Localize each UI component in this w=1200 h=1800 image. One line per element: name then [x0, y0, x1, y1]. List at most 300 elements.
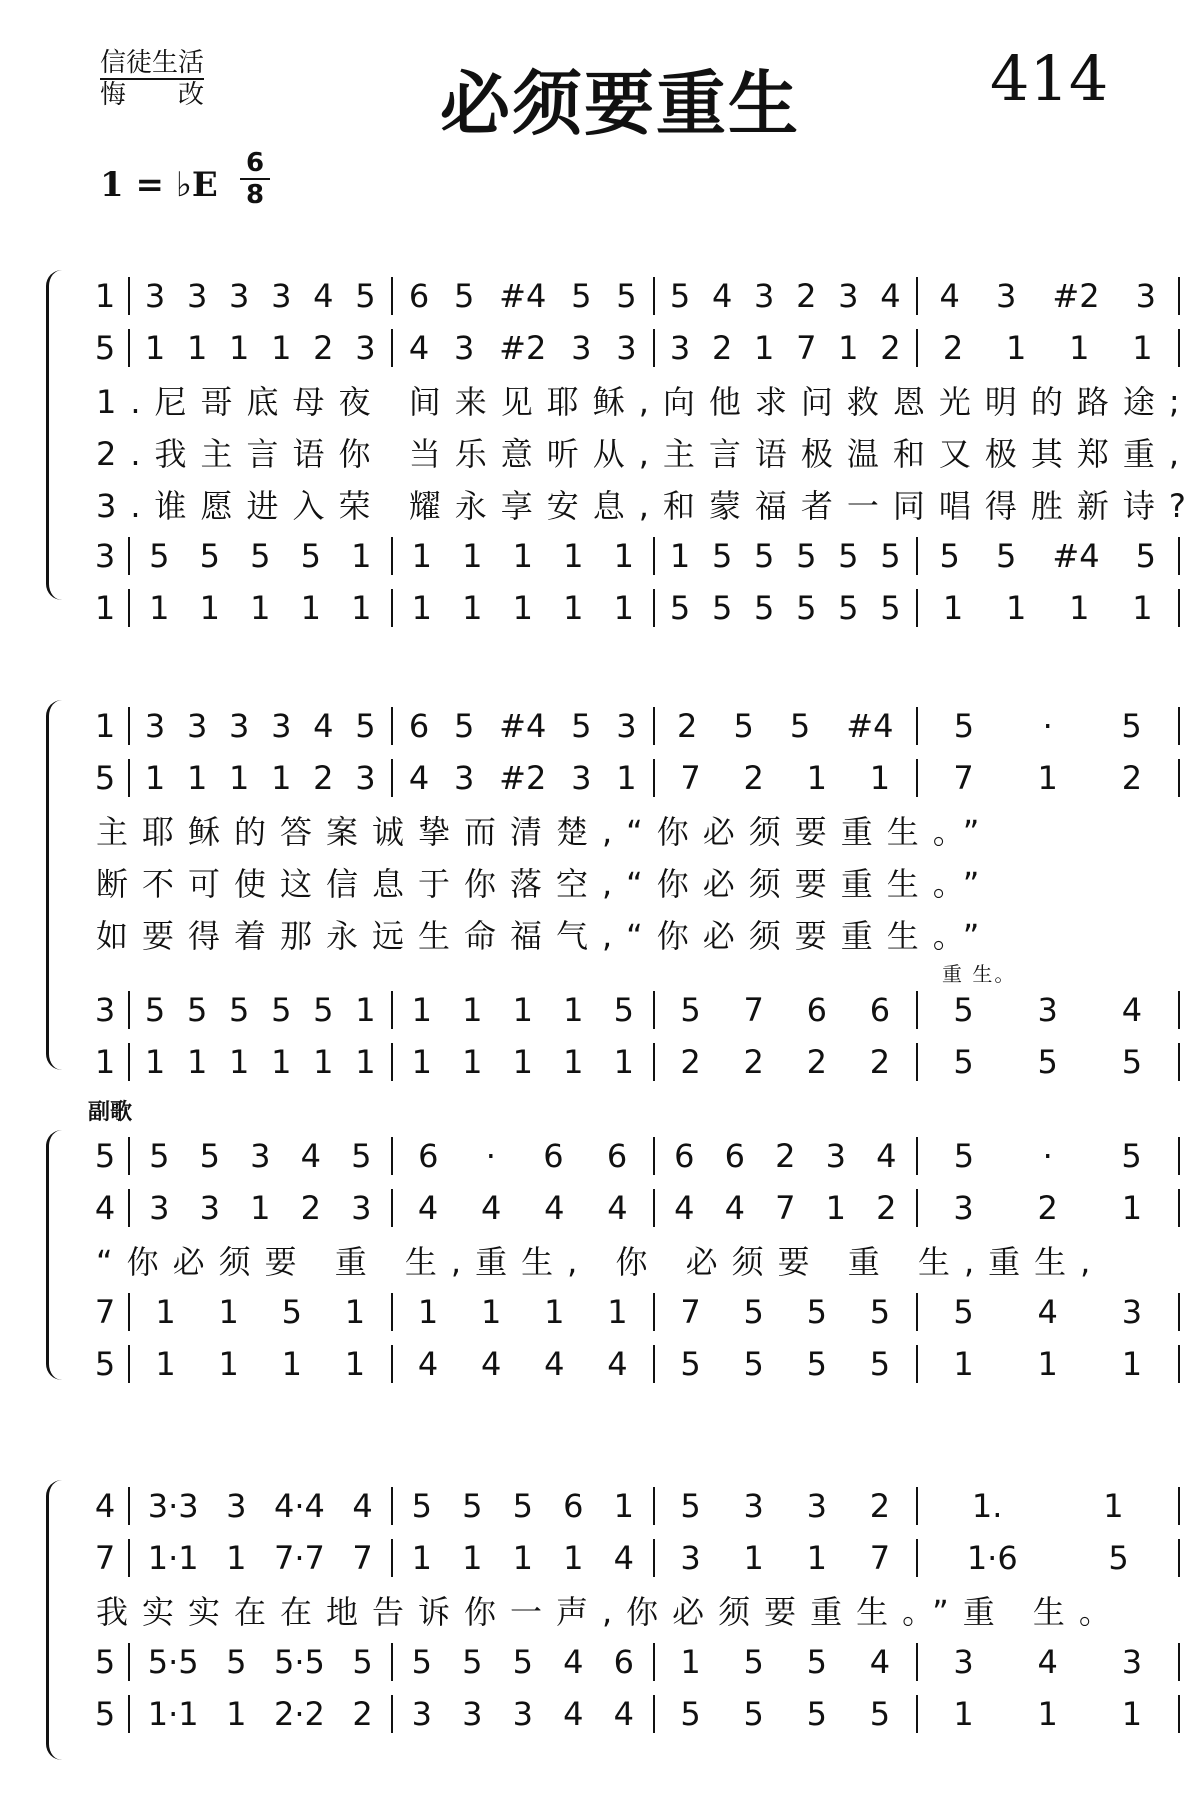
- note: 3: [355, 329, 376, 367]
- note: 1: [226, 1695, 247, 1733]
- note: 2: [775, 1137, 796, 1175]
- note: 4: [544, 1189, 565, 1227]
- note: 5: [743, 1695, 764, 1733]
- note: 5: [796, 589, 817, 627]
- note: 7: [953, 759, 974, 797]
- note: 1: [271, 1043, 292, 1081]
- meter-bottom: 8: [245, 180, 265, 210]
- score-system-1: [40, 270, 1200, 627]
- note: 3: [144, 277, 166, 315]
- alto-measure: [653, 759, 916, 797]
- note: 4: [613, 1695, 634, 1733]
- bass-measure: [653, 1345, 916, 1383]
- note: 2: [796, 277, 817, 315]
- note: 5: [869, 1293, 891, 1331]
- score-system-4: [40, 1480, 1180, 1760]
- note: 2: [313, 329, 334, 367]
- note: 5: [680, 991, 701, 1029]
- tenor-measure: [128, 1643, 391, 1681]
- note: 5: [454, 707, 475, 745]
- note: 3: [229, 707, 250, 745]
- note: 2: [300, 1189, 321, 1227]
- note: 1: [1121, 1345, 1143, 1383]
- note: 5: [616, 277, 637, 315]
- source-label: [100, 48, 204, 110]
- note: 5: [571, 707, 592, 745]
- tenor-pickup: 3: [94, 537, 116, 575]
- note: #2: [1052, 277, 1100, 315]
- note: 1: [754, 329, 775, 367]
- note: 1: [563, 589, 584, 627]
- bass-measure: [391, 1345, 654, 1383]
- note: 1: [1037, 1345, 1058, 1383]
- note: 3: [144, 707, 166, 745]
- note: 5: [1121, 1137, 1142, 1175]
- note: 7: [775, 1189, 796, 1227]
- lyric-line: 3.谁愿进入荣 耀永享安息,和蒙福者一同唱得胜新诗?: [96, 487, 1200, 525]
- soprano-measure: [653, 277, 916, 315]
- note: 4: [876, 1137, 897, 1175]
- note: 5: [199, 537, 220, 575]
- hymn-title: 必须要重生: [440, 62, 800, 145]
- note: 5: [880, 537, 901, 575]
- note: #2: [499, 329, 547, 367]
- note: 1: [942, 589, 964, 627]
- note: 5: [271, 991, 292, 1029]
- note: 4: [607, 1189, 628, 1227]
- note: 1·1: [147, 1539, 199, 1577]
- alto-measure: [128, 759, 391, 797]
- note: 1: [186, 329, 208, 367]
- note: 2: [743, 759, 764, 797]
- tenor-pickup: 3: [94, 991, 116, 1029]
- note: 7: [743, 991, 764, 1029]
- tenor-measure: [653, 537, 916, 575]
- note: 7: [680, 1293, 701, 1331]
- note: 1: [743, 1539, 764, 1577]
- note: 4: [563, 1643, 584, 1681]
- note: 5: [953, 991, 974, 1029]
- note: 2: [806, 1043, 827, 1081]
- note: 1: [411, 1539, 432, 1577]
- note: 3: [680, 1539, 701, 1577]
- note: 1: [1006, 329, 1027, 367]
- note: 3: [462, 1695, 483, 1733]
- note: 5: [880, 589, 901, 627]
- note: 2·2: [274, 1695, 325, 1733]
- note: 5: [613, 991, 634, 1029]
- lyric-small: 重 生。: [942, 961, 1017, 986]
- note: 5: [953, 1043, 974, 1081]
- bass-pickup: 1: [94, 1043, 116, 1081]
- note: 5: [300, 537, 321, 575]
- note: 5: [454, 277, 475, 315]
- note: 5: [754, 537, 775, 575]
- note: 1: [481, 1293, 502, 1331]
- tenor-pickup: 7: [94, 1293, 116, 1331]
- note: 1: [1006, 589, 1027, 627]
- note: 5: [1108, 1539, 1129, 1577]
- note: 1: [512, 589, 533, 627]
- soprano-measure: [916, 1487, 1181, 1525]
- note: 5: [711, 537, 733, 575]
- lyric-line: 1.尼哥底母夜 间来见耶稣,向他求问救恩光明的路途;: [96, 383, 1194, 421]
- alto-measure: [128, 1189, 391, 1227]
- note: 1: [199, 589, 220, 627]
- tenor-pickup: 5: [94, 1643, 116, 1681]
- note: 1.: [971, 1487, 1003, 1525]
- note: 1: [613, 537, 634, 575]
- lyric-line: 如要得着那永远生命福气,“你必须要重生。”: [96, 917, 994, 955]
- note: #2: [499, 759, 547, 797]
- note: 1: [613, 1043, 634, 1081]
- note: 5: [462, 1487, 483, 1525]
- alto-measure: [391, 759, 654, 797]
- note: 4: [674, 1189, 695, 1227]
- bass-measure: [391, 1695, 654, 1733]
- note: 4: [408, 329, 430, 367]
- note: 6: [806, 991, 827, 1029]
- note: 1: [229, 759, 250, 797]
- note: 3: [616, 707, 637, 745]
- key-signature: 1 = ♭E: [100, 165, 218, 205]
- note: 1: [563, 1043, 584, 1081]
- note: ·: [485, 1137, 496, 1175]
- note: 1: [218, 1293, 239, 1331]
- note: 5·5: [147, 1643, 199, 1681]
- soprano-measure: [391, 277, 654, 315]
- note: 1: [411, 589, 432, 627]
- note: 1: [271, 759, 292, 797]
- note: 2: [313, 759, 334, 797]
- note: 1: [607, 1293, 628, 1331]
- note: 7: [869, 1539, 891, 1577]
- note: 1: [417, 1293, 439, 1331]
- note: 2: [1037, 1189, 1058, 1227]
- note: 5: [1135, 537, 1156, 575]
- time-signature: [240, 150, 270, 208]
- note: 1: [149, 589, 170, 627]
- note: 3: [454, 329, 475, 367]
- note: 2: [880, 329, 901, 367]
- note: 1: [344, 1293, 366, 1331]
- note: 5: [838, 537, 859, 575]
- soprano-line: [82, 1480, 1180, 1532]
- soprano-measure: [916, 1137, 1181, 1175]
- note: 6: [563, 1487, 584, 1525]
- soprano-measure: [653, 1137, 916, 1175]
- system-brace: [46, 1480, 71, 1760]
- note: 6: [724, 1137, 745, 1175]
- note: 1: [838, 329, 859, 367]
- note: 3: [743, 1487, 764, 1525]
- note: 1: [313, 1043, 334, 1081]
- note: ·: [1042, 1137, 1053, 1175]
- note: 3: [806, 1487, 827, 1525]
- note: 1: [155, 1293, 176, 1331]
- bass-measure: [653, 589, 916, 627]
- note: 1: [680, 1643, 701, 1681]
- note: 4: [880, 277, 901, 315]
- system-rows: [82, 700, 1180, 1088]
- note: 4: [408, 759, 430, 797]
- note: 5: [149, 1137, 170, 1175]
- note: 5: [754, 589, 775, 627]
- note: 3: [250, 1137, 271, 1175]
- note: 1: [462, 1539, 483, 1577]
- note: 1: [411, 991, 432, 1029]
- note: 1: [1132, 329, 1153, 367]
- note: 3: [1121, 1293, 1143, 1331]
- note: 4: [417, 1189, 439, 1227]
- note: 5: [229, 991, 250, 1029]
- tenor-measure: [916, 1293, 1181, 1331]
- note: 1: [411, 537, 432, 575]
- note: #4: [499, 277, 547, 315]
- note: 4: [313, 277, 334, 315]
- note: 1: [144, 329, 166, 367]
- note: 5: [743, 1345, 764, 1383]
- soprano-measure: [128, 707, 391, 745]
- note: 5: [995, 537, 1017, 575]
- note: 5: [939, 537, 960, 575]
- bass-pickup: 5: [94, 1345, 116, 1383]
- soprano-measure: [128, 1487, 391, 1525]
- tenor-measure: [391, 1643, 654, 1681]
- note: 2: [942, 329, 964, 367]
- note: 1: [1069, 589, 1090, 627]
- note: 6: [613, 1643, 634, 1681]
- note: 5: [743, 1643, 764, 1681]
- note: 1: [1037, 759, 1058, 797]
- note: 6: [408, 277, 430, 315]
- note: 5: [411, 1643, 432, 1681]
- alto-line: [82, 1182, 1180, 1234]
- note: 5: [796, 537, 817, 575]
- note: 3: [199, 1189, 220, 1227]
- note: 5: [1121, 1043, 1143, 1081]
- note: 4: [481, 1189, 502, 1227]
- note: 3: [953, 1189, 974, 1227]
- bass-pickup: 1: [94, 589, 116, 627]
- system-rows: [82, 270, 1200, 634]
- note: 1: [953, 1345, 974, 1383]
- note: 1: [1121, 1695, 1143, 1733]
- alto-measure: [653, 1189, 916, 1227]
- note: 3: [825, 1137, 846, 1175]
- alto-pickup: 7: [94, 1539, 116, 1577]
- note: 3: [995, 277, 1017, 315]
- note: 1: [806, 759, 827, 797]
- note: 2: [711, 329, 733, 367]
- note: 1: [462, 1043, 483, 1081]
- soprano-pickup: 4: [94, 1487, 116, 1525]
- note: 5: [669, 277, 691, 315]
- note: 5: [281, 1293, 302, 1331]
- alto-measure: [916, 1539, 1181, 1577]
- note: 7: [796, 329, 817, 367]
- note: 1: [613, 1487, 634, 1525]
- meter-top: 6: [245, 148, 265, 178]
- note: 5: [512, 1643, 533, 1681]
- note: 3: [838, 277, 859, 315]
- note: 1: [271, 329, 292, 367]
- note: 6: [869, 991, 891, 1029]
- bass-measure: [916, 1695, 1181, 1733]
- soprano-pickup: 1: [94, 707, 116, 745]
- note: 3: [186, 707, 208, 745]
- note: 4: [939, 277, 960, 315]
- note: 5: [806, 1345, 827, 1383]
- note: 5: [953, 1293, 974, 1331]
- tenor-measure: [653, 991, 916, 1029]
- note: 4·4: [274, 1487, 325, 1525]
- note: 4: [313, 707, 334, 745]
- tenor-measure: [916, 1643, 1181, 1681]
- note: 1: [226, 1539, 247, 1577]
- note: 1: [462, 991, 483, 1029]
- bass-line: [82, 1338, 1180, 1390]
- note: 4: [1037, 1293, 1058, 1331]
- soprano-line: [82, 1130, 1180, 1182]
- alto-measure: [391, 1189, 654, 1227]
- note: 1: [563, 1539, 584, 1577]
- lyric-line: 2.我主言语你 当乐意听从,主言语极温和又极其郑重,: [96, 435, 1194, 473]
- tenor-measure: [128, 537, 391, 575]
- note: 3: [571, 329, 592, 367]
- note: 3: [229, 277, 250, 315]
- note: 5: [355, 707, 376, 745]
- note: 1: [411, 1043, 432, 1081]
- soprano-measure: [128, 277, 391, 315]
- tenor-line: [82, 1636, 1180, 1688]
- note: 5: [226, 1643, 247, 1681]
- note: 6: [418, 1137, 439, 1175]
- note: 6: [674, 1137, 695, 1175]
- note: #4: [1052, 537, 1100, 575]
- note: 1: [250, 1189, 271, 1227]
- system-rows: [82, 1130, 1180, 1390]
- note: 1: [616, 759, 637, 797]
- note: 1: [144, 1043, 166, 1081]
- hymn-number: 414: [990, 42, 1109, 115]
- note: 6: [606, 1137, 628, 1175]
- note: 3: [149, 1189, 170, 1227]
- note: 4: [544, 1345, 565, 1383]
- note: 5: [743, 1293, 764, 1331]
- note: 5: [680, 1487, 701, 1525]
- score-system-3: [40, 1130, 1180, 1383]
- note: 3: [351, 1189, 372, 1227]
- bass-measure: [653, 1043, 916, 1081]
- note: 1: [512, 991, 533, 1029]
- alto-line: [82, 322, 1180, 374]
- alto-line: [82, 752, 1180, 804]
- alto-measure: [916, 329, 1181, 367]
- lyric-line: 我实实在在地告诉你一声,你必须要重生。”重 生。: [96, 1593, 1125, 1631]
- note: 5: [953, 1137, 975, 1175]
- soprano-pickup: 5: [94, 1137, 116, 1175]
- bass-measure: [128, 1345, 391, 1383]
- note: 5: [669, 589, 691, 627]
- soprano-measure: [916, 707, 1181, 745]
- alto-measure: [128, 1539, 391, 1577]
- note: 5: [144, 991, 166, 1029]
- alto-measure: [391, 329, 654, 367]
- note: 3: [186, 277, 208, 315]
- note: 3: [226, 1487, 247, 1525]
- note: 2: [869, 1043, 891, 1081]
- note: 3: [1135, 277, 1156, 315]
- note: 4: [607, 1345, 628, 1383]
- note: 4: [711, 277, 733, 315]
- note: 4: [300, 1137, 321, 1175]
- note: 1: [1037, 1695, 1058, 1733]
- note: 1: [144, 759, 166, 797]
- tenor-measure: [916, 991, 1181, 1029]
- tenor-measure: [391, 1293, 654, 1331]
- tenor-measure: [916, 537, 1181, 575]
- note: 4: [724, 1189, 745, 1227]
- system-rows: [82, 1480, 1180, 1740]
- note: 3: [512, 1695, 533, 1733]
- note: 1: [229, 1043, 250, 1081]
- bass-measure: [128, 589, 391, 627]
- soprano-line: [82, 270, 1180, 322]
- note: 5: [512, 1487, 533, 1525]
- note: 5: [250, 537, 271, 575]
- alto-line: [82, 1532, 1180, 1584]
- note: 2: [869, 1487, 891, 1525]
- note: 3: [355, 759, 376, 797]
- note: 1: [186, 1043, 208, 1081]
- tenor-measure: [391, 991, 654, 1029]
- note: 5: [806, 1695, 827, 1733]
- note: 5·5: [274, 1643, 325, 1681]
- note: 3: [454, 759, 475, 797]
- note: 1: [953, 1695, 974, 1733]
- note: 1: [806, 1539, 827, 1577]
- soprano-measure: [128, 1137, 391, 1175]
- note: 5: [313, 991, 334, 1029]
- note: 1: [563, 537, 584, 575]
- note: 1: [155, 1345, 176, 1383]
- note: 5: [352, 1643, 373, 1681]
- tenor-line: [82, 984, 1180, 1036]
- note: 1·6: [966, 1539, 1018, 1577]
- note: 1: [355, 991, 376, 1029]
- alto-measure: [128, 329, 391, 367]
- bass-measure: [916, 1345, 1181, 1383]
- alto-measure: [916, 759, 1181, 797]
- bass-line: [82, 1036, 1180, 1088]
- note: 6: [543, 1137, 564, 1175]
- bass-measure: [916, 589, 1181, 627]
- note: 3: [271, 277, 292, 315]
- lyric-line: 断不可使这信息于你落空,“你必须要重生。”: [96, 865, 994, 903]
- note: 1: [563, 991, 584, 1029]
- note: 5: [1121, 707, 1142, 745]
- note: 3: [616, 329, 637, 367]
- alto-pickup: 4: [94, 1189, 116, 1227]
- tenor-measure: [653, 1643, 916, 1681]
- bass-measure: [128, 1043, 391, 1081]
- note: 1: [1069, 329, 1090, 367]
- note: 4: [1037, 1643, 1058, 1681]
- note: ·: [1042, 707, 1053, 745]
- note: #4: [499, 707, 547, 745]
- bass-measure: [653, 1695, 916, 1733]
